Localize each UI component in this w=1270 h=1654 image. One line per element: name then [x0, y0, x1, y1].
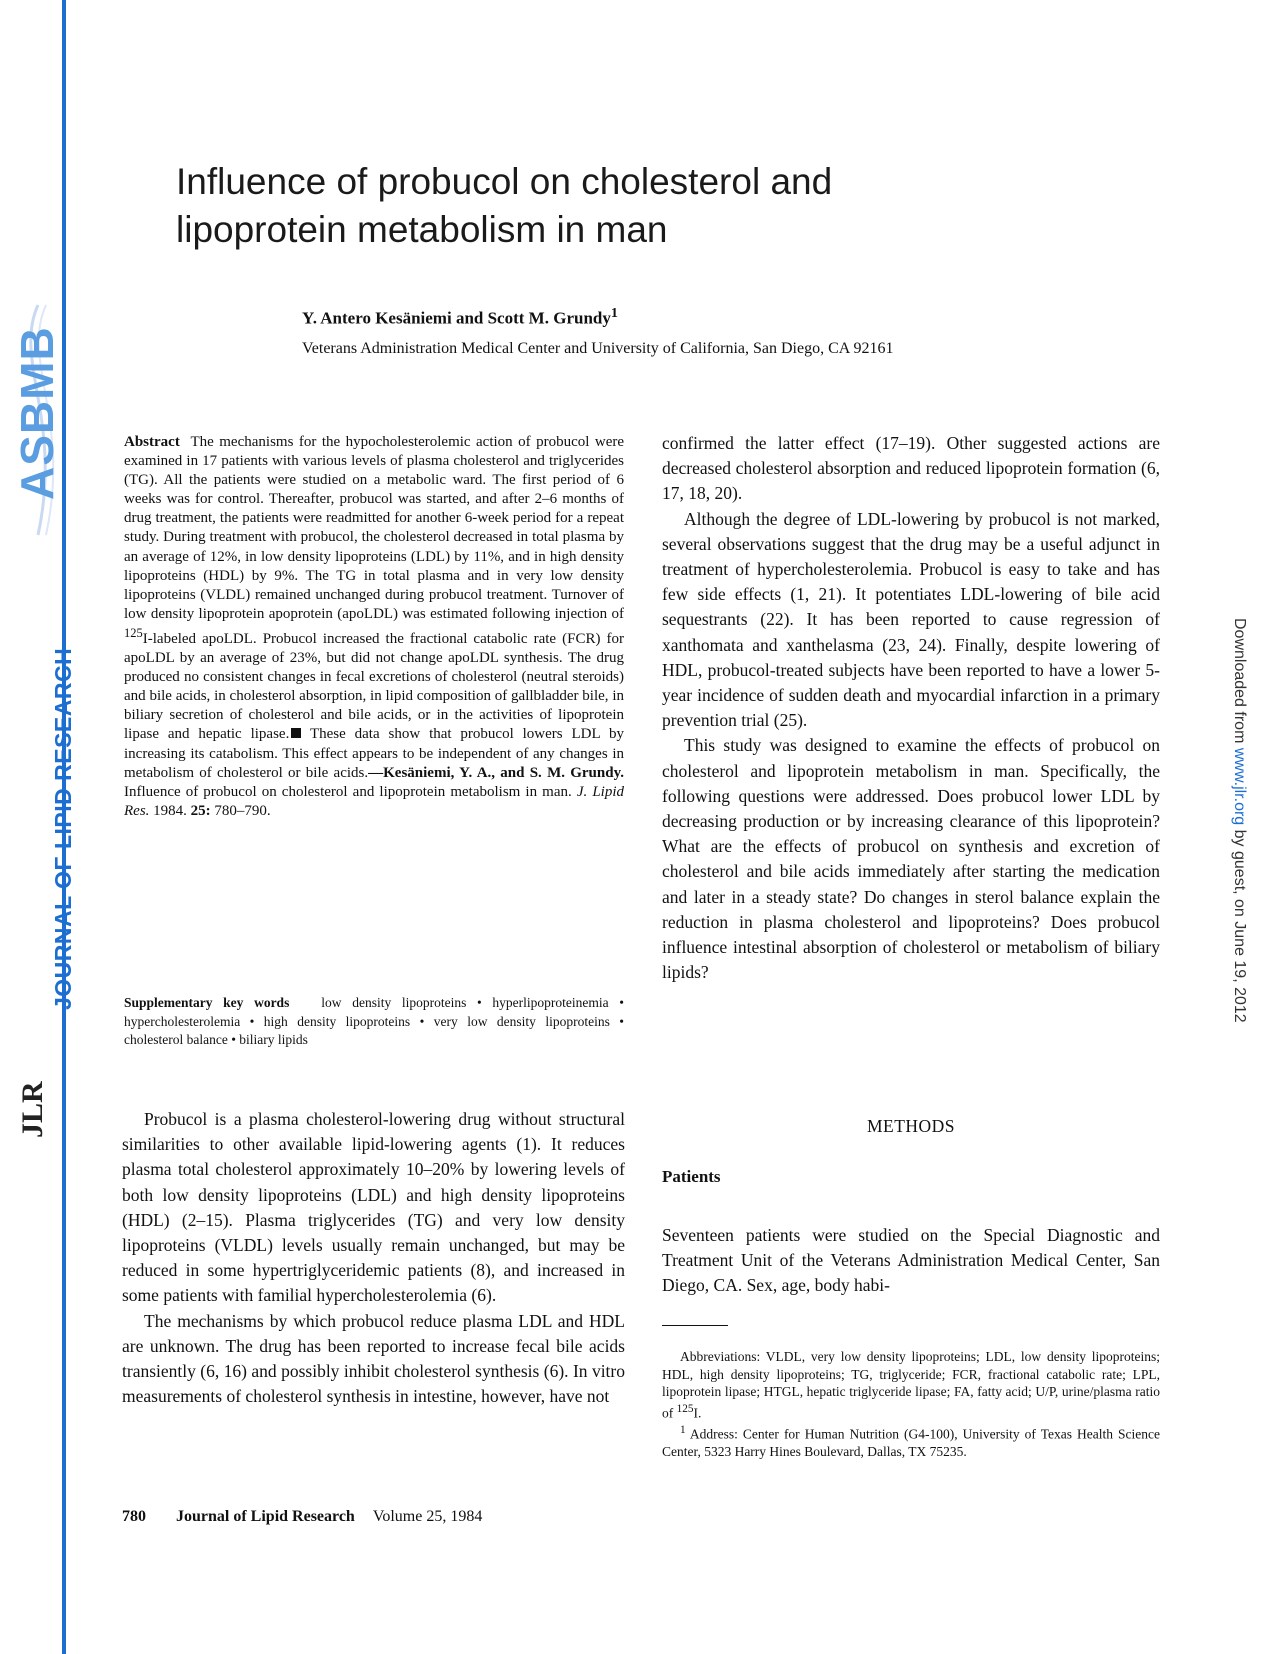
intro-paragraph-4: This study was designed to examine the effects of probucol on cholesterol and lipoprotein metabolism in man. Specifically, the following questions were addressed. Does probucol lower LDL by decreasing production or by increasing clearance of this lipoprotein? What are the effects of probucol on synthesis and excretion of cholesterol and bile acids immediately after starting the medication and later in a steady state? Do changes in sterol balance explain the reduction in plasma cholesterol and lipoproteins? Does probucol influence intestinal absorption of cholesterol or metabolism of biliary lipids?	[662, 735, 1160, 983]
author-names: Y. Antero Kesäniemi and Scott M. Grundy	[302, 308, 611, 328]
footnote-rule	[662, 1325, 728, 1326]
download-notice	[1230, 618, 1248, 1023]
methods-heading: METHODS	[866, 1116, 956, 1136]
abbreviations-sup: 125	[676, 1402, 694, 1415]
abstract-body-1: The mechanisms for the hypocholesterolemic action of probucol were examined in 17 patients with various levels of plasma cholesterol and triglycerides (TG). All the patients were studied on a metabolic ward. The first period of 6 weeks was for control. Thereafter, probucol was started, and after 2–6 months of drug treatment, the patients were readmitted for another 6-week period for a repeat study. During treatment with probucol, the cholesterol decreased in total plasma by an average of 12%, in low density lipoproteins (LDL) by 11%, and in high density lipoproteins (HDL) by 9%. The TG in total plasma and in very low density lipoproteins (VLDL) remained unchanged during probucol treatment. Turnover of low density lipoprotein apoprotein (apoLDL) was estimated following injection of	[124, 434, 625, 622]
abbreviations-text: Abbreviations: VLDL, very low density lipoproteins; LDL, low density lipoproteins; HDL, high density lipoproteins; TG, triglyceride; FCR, fractional catabolic rate; LPL, lipoprotein lipase; HTGL, hepatic triglyceride lipase; FA, fatty acid; U/P, urine/plasma ratio of	[662, 1349, 1160, 1420]
citation-year: 1984.	[149, 802, 191, 819]
title-line-2: lipoprotein metabolism in man	[176, 209, 668, 250]
page-footer	[122, 1508, 482, 1526]
keywords	[124, 994, 624, 1050]
citation-text: Influence of probucol on cholesterol and lipoprotein metabolism in man.	[124, 783, 577, 800]
abbreviations-footnote	[662, 1348, 1160, 1422]
citation-journal: J. Lipid Res.	[124, 783, 624, 819]
intro-paragraph-1: Probucol is a plasma cholesterol-lowering drug without structural similarities to other available lipid-lowering agents (1). It reduces plasma total cholesterol approximately 10–20% by lowering levels of both low density lipoproteins (LDL) and high density lipoproteins (HDL) (2–15). Plasma triglycerides (TG) and very low density lipoproteins (VLDL) levels usually remain unchanged, but may be reduced in some hypertriglyceridemic patients (8), and increased in some patients with familial hypercholesterolemia (6).	[122, 1109, 625, 1306]
asbmb-logo: ASBMB	[11, 326, 63, 500]
abstract-body-2: I-labeled apoLDL. Probucol increased the fractional catabolic rate (FCR) for apoLDL by an average of 23%, but did not change apoLDL synthesis. The drug produced no consistent changes in fecal excretions of cholesterol (neutral steroids) and bile acids, in cholesterol absorption, in lipid composition of gallbladder bile, in biliary secretion of cholesterol and bile acids, or in the activities of lipoprotein lipase and hepatic lipase.	[124, 630, 624, 743]
keywords-text: low density lipoproteins • hyperlipoproteinemia • hypercholesterolemia • high density lipoproteins • very low density lipoproteins • cholesterol balance • biliary lipids	[124, 995, 624, 1047]
intro-paragraph-2: The mechanisms by which probucol reduce plasma LDL and HDL are unknown. The drug has been reported to increase fecal bile acids transiently (6, 16) and possibly inhibit cholesterol synthesis (6). In vitro measurements of cholesterol synthesis in intestine, however, have not	[122, 1310, 625, 1407]
download-link[interactable]: www.jlr.org	[1231, 747, 1248, 826]
address-text: Address: Center for Human Nutrition (G4-100), University of Texas Health Science Center, 5323 Harry Hines Boulevard, Dallas, TX 75235.	[662, 1426, 1160, 1459]
patients-paragraph	[662, 1205, 1160, 1316]
patients-text: Seventeen patients were studied on the Special Diagnostic and Treatment Unit of the Veterans Administration Medical Center, San Diego, CA. Sex, age, body habi-	[662, 1224, 1160, 1295]
citation-volume: 25:	[190, 802, 211, 819]
article-title	[176, 158, 1076, 254]
citation-authors: —Kesäniemi, Y. A., and S. M. Grundy.	[368, 764, 624, 781]
intro-right-column	[662, 431, 1160, 985]
affiliation: Veterans Administration Medical Center and University of California, San Diego, CA 92161	[302, 340, 894, 357]
abstract-label: Abstract	[124, 434, 180, 450]
citation-pages: 780–790.	[210, 802, 271, 819]
intro-paragraph-3: Although the degree of LDL-lowering by probucol is not marked, several observations suggest that the drug may be a useful adjunct in treatment of hypercholesterolemia. Probucol is easy to take and has few side effects (1, 21). It potentiates LDL-lowering of bile acid sequestrants (22). It has been reported to cause regression of xanthomata and xanthelasma (23, 24). Finally, despite lowering of HDL, probucol-treated subjects have been reported to have a lower 5-year incidence of sudden death and myocardial infarction in a primary prevention trial (25).	[662, 508, 1160, 731]
journal-vertical-title: JOURNAL OF LIPID RESEARCH	[50, 647, 76, 1010]
download-suffix: by guest, on June 19, 2012	[1231, 825, 1248, 1023]
patients-heading: Patients	[662, 1167, 721, 1186]
download-prefix: Downloaded from	[1231, 618, 1248, 748]
abbreviations-end: I.	[693, 1405, 702, 1420]
title-line-1: Influence of probucol on cholesterol and	[176, 161, 833, 202]
end-square-icon	[291, 728, 301, 738]
footnotes	[662, 1348, 1160, 1460]
jlr-logo: JLR	[16, 1081, 49, 1138]
keywords-label: Supplementary key words	[124, 995, 290, 1010]
footer-volume: Volume 25, 1984	[372, 1508, 483, 1525]
intro-continuation: confirmed the latter effect (17–19). Other suggested actions are decreased cholesterol absorption and reduced lipoprotein formation (6, 17, 18, 20).	[662, 433, 1160, 504]
authors	[302, 305, 618, 329]
address-footnote	[662, 1422, 1160, 1461]
author-footnote-marker: 1	[610, 305, 618, 321]
abstract	[124, 433, 624, 821]
address-marker: 1	[680, 1423, 686, 1436]
intro-left-column	[122, 1107, 625, 1409]
page-number: 780	[122, 1508, 146, 1525]
abstract-sup: 125	[124, 625, 143, 640]
footer-journal: Journal of Lipid Research	[176, 1508, 355, 1525]
abstract-body-3: These data show that probucol lowers LDL by increasing its catabolism. This effect appears to be independent of any changes in metabolism of cholesterol or bile acids.	[124, 726, 624, 781]
